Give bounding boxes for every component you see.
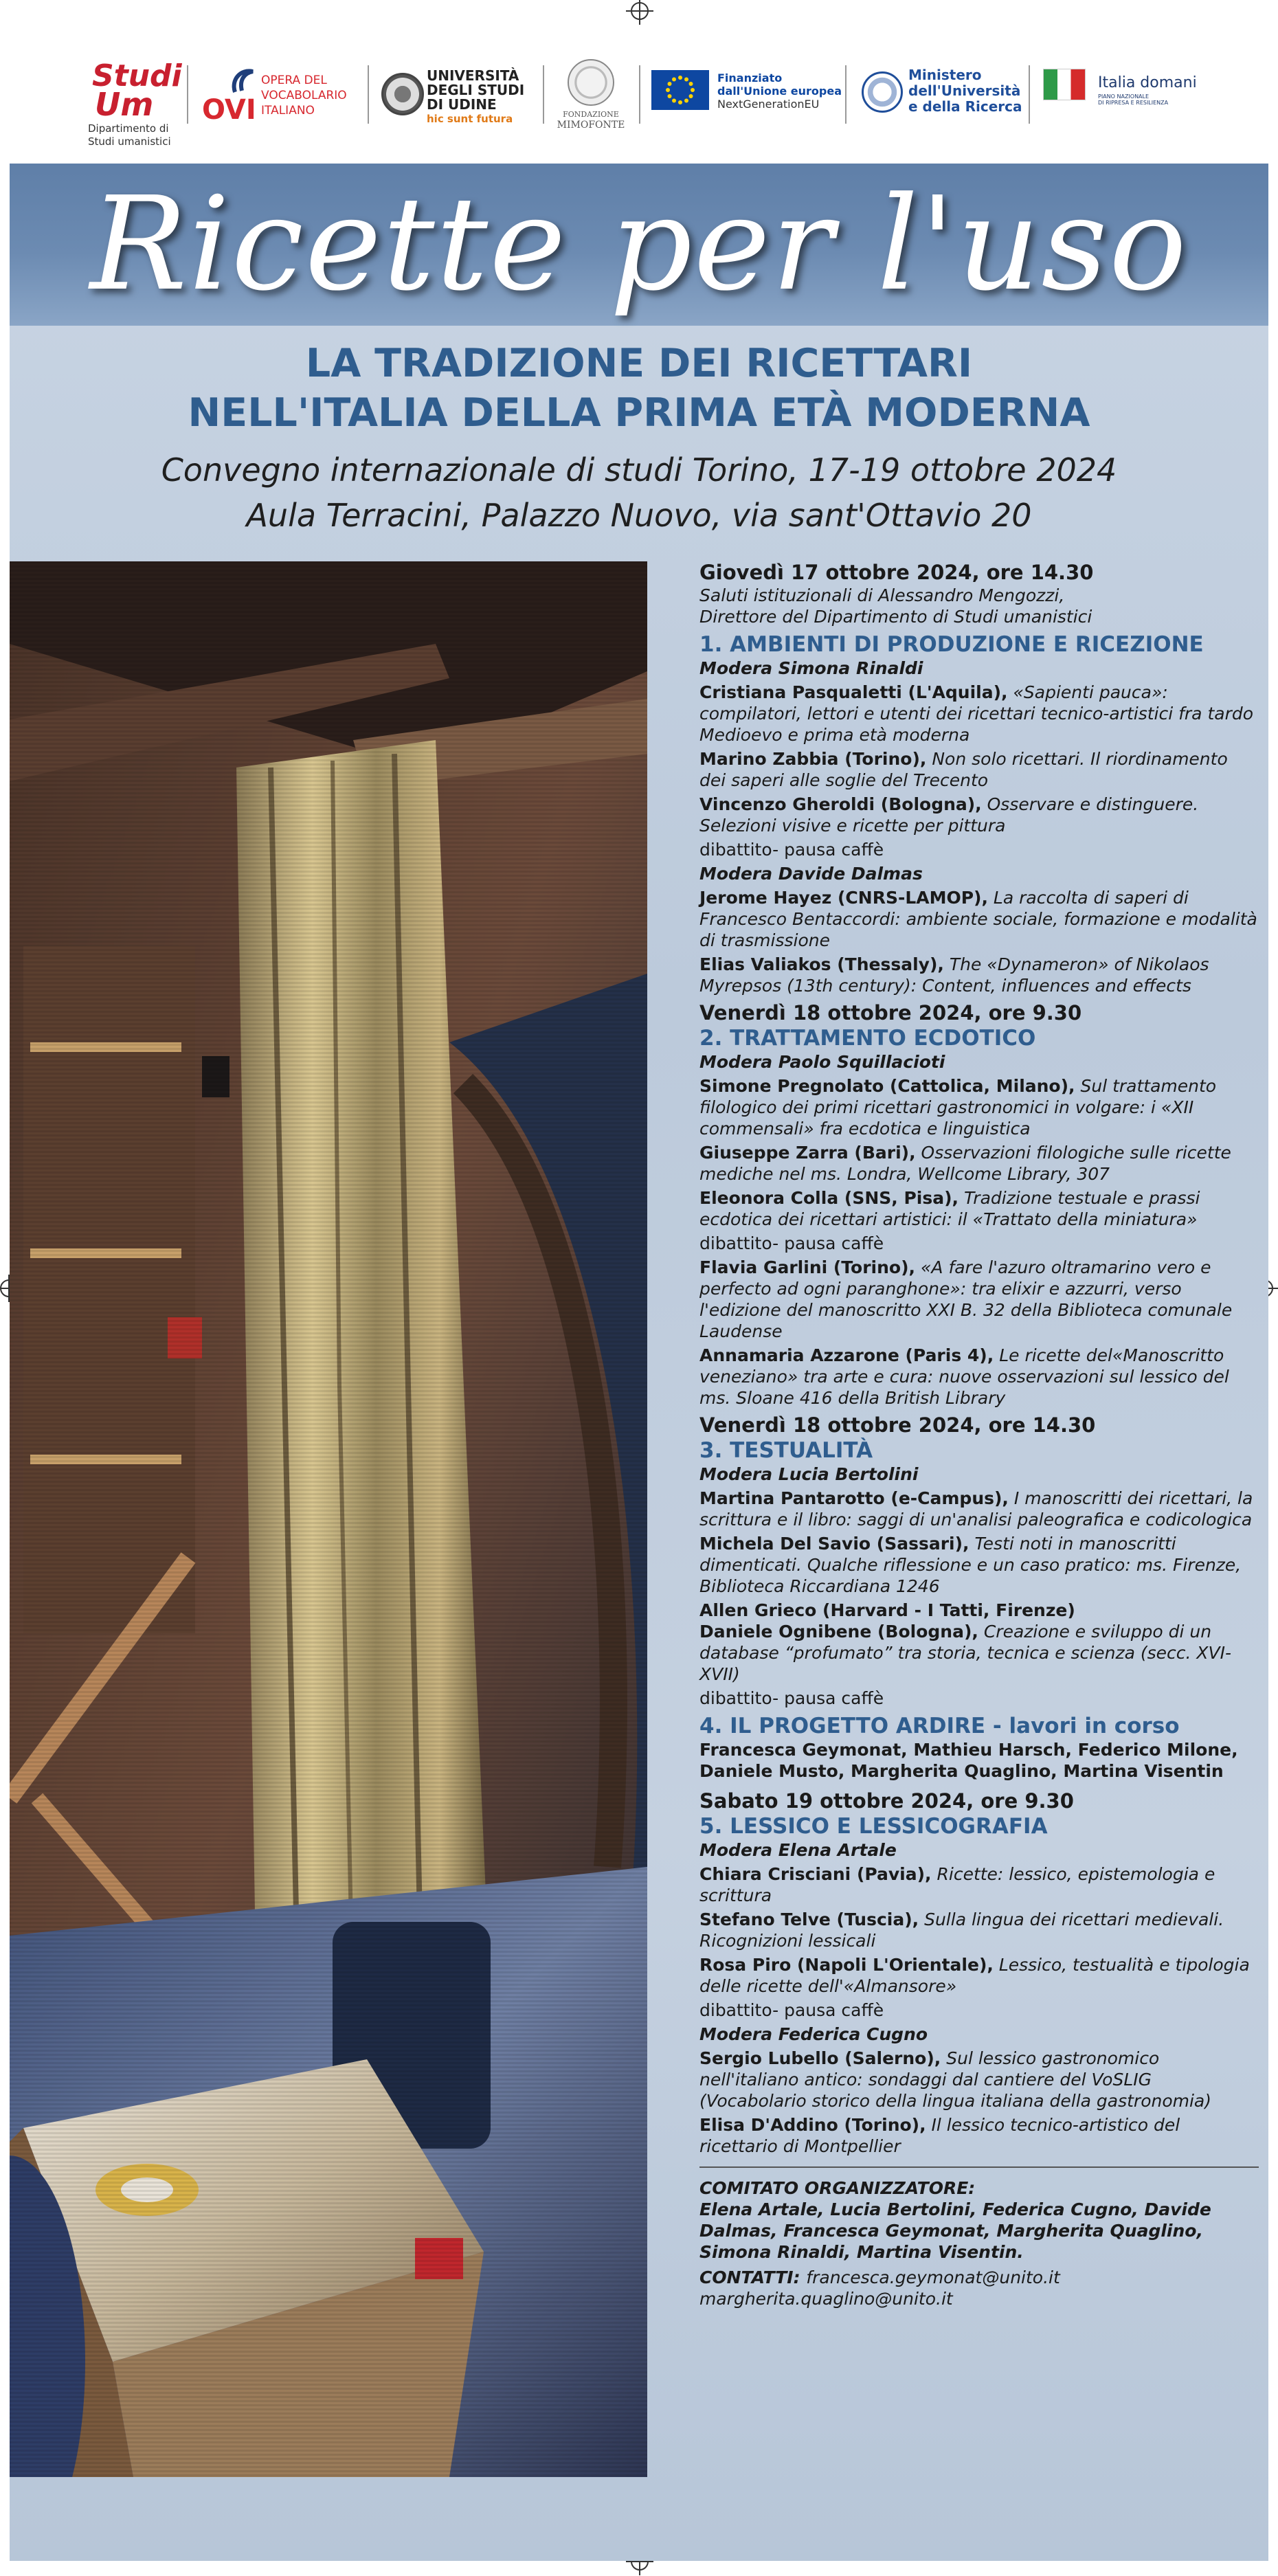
speaker: Daniele Ognibene (Bologna),	[699, 1622, 978, 1642]
separator	[639, 65, 640, 124]
ministero-emblem-icon	[862, 71, 903, 113]
speaker: Jerome Hayez (CNRS-LAMOP),	[699, 888, 988, 908]
workshop-painting	[10, 561, 647, 2477]
ovi-text-3: ITALIANO	[261, 104, 315, 117]
ministero-text-1: Ministero	[908, 67, 982, 83]
speaker: Eleonora Colla (SNS, Pisa),	[699, 1188, 959, 1208]
sponsor-logos	[0, 0, 1278, 161]
udine-text-2: DEGLI STUDI	[427, 82, 525, 98]
talk-entry	[699, 1142, 1259, 1185]
workshop-painting-image	[10, 561, 647, 2477]
udine-text-3: DI UDINE	[427, 96, 497, 113]
contact-email[interactable]: francesca.geymonat@unito.it	[806, 2267, 1060, 2287]
italia-flag-icon	[1043, 69, 1086, 100]
title-banner	[10, 164, 1268, 326]
udine-motto: hic sunt futura	[427, 113, 513, 125]
italia-domani-tag-2: DI RIPRESA E RESILIENZA	[1098, 100, 1169, 106]
talk-title: Il lessico tecnico-artistico del ricettario di Montpellier	[699, 2115, 1180, 2156]
talk-title: Non solo ricettari. Il riordinamento dei saperi alle soglie del Trecento	[699, 749, 1228, 790]
section-heading: 4. IL PROGETTO ARDIRE - lavori in corso	[699, 1714, 1180, 1738]
separator	[187, 65, 188, 124]
mimofonte-text-1: FONDAZIONE	[563, 110, 619, 119]
speaker: Marino Zabbia (Torino),	[699, 749, 927, 769]
break-note: dibattito- pausa caffè	[699, 1688, 884, 1708]
speaker: Michela Del Savio (Sassari),	[699, 1534, 969, 1554]
italia-domani-name: Italia domani	[1098, 74, 1197, 91]
talk-entry	[699, 1488, 1259, 1530]
separator	[368, 65, 369, 124]
greeting-line: Direttore del Dipartimento di Studi umanistici	[699, 607, 1092, 627]
section-heading: 2. TRATTAMENTO ECDOTICO	[699, 1026, 1036, 1051]
udine-logo	[381, 69, 536, 124]
talk-entry	[699, 954, 1259, 996]
talk-entry	[699, 794, 1259, 836]
day-heading: Venerdì 18 ottobre 2024, ore 9.30	[699, 1001, 1082, 1024]
udine-text-1: UNIVERSITÀ	[427, 67, 519, 84]
talk-title: Sulla lingua dei ricettari medievali. Ricognizioni lessicali	[699, 1909, 1224, 1951]
ovi-abbr: OVI	[202, 94, 256, 126]
studium-caption-1: Dipartimento di	[88, 122, 169, 135]
speaker: Vincenzo Gheroldi (Bologna),	[699, 794, 982, 814]
italia-domani-logo	[1043, 67, 1208, 115]
section-heading: 1. AMBIENTI DI PRODUZIONE E RICEZIONE	[699, 632, 1204, 657]
conference-info: Convegno internazionale di studi Torino, 17-19 ottobre 2024	[161, 451, 1117, 489]
ministero-logo	[862, 67, 1027, 122]
eu-flag-icon	[651, 70, 709, 110]
talk-entry	[699, 1621, 1259, 1685]
talk-entry	[699, 1187, 1259, 1230]
divider	[699, 2166, 1259, 2168]
speaker: Elisa D'Addino (Torino),	[699, 2115, 926, 2135]
talk-title: Lessico, testualità e tipologia delle ricette dell'«Almansore»	[699, 1955, 1250, 1996]
speaker: Cristiana Pasqualetti (L'Aquila),	[699, 682, 1008, 702]
studium-word-1: Studi	[92, 58, 182, 93]
speaker: Elias Valiakos (Thessaly),	[699, 954, 944, 974]
talk-title: Creazione e sviluppo di un database “profumato” tra storia, tecnica e scienza (secc. XVI-XVII)	[699, 1622, 1232, 1684]
talk-entry	[699, 1863, 1259, 1906]
moderator: Modera Paolo Squillacioti	[699, 1052, 945, 1072]
ovi-logo	[201, 67, 359, 129]
subtitle-line-2: NELL'ITALIA DELLA PRIMA ETÀ MODERNA	[188, 390, 1090, 436]
committee-label: COMITATO ORGANIZZATORE:	[699, 2178, 976, 2198]
break-note: dibattito- pausa caffè	[699, 2000, 884, 2020]
project-members: Francesca Geymonat, Mathieu Harsch, Federico Milone, Daniele Musto, Margherita Quaglino, Martina Visentin	[699, 1740, 1238, 1781]
contacts	[699, 2267, 1259, 2288]
contact-email[interactable]: margherita.quaglino@unito.it	[699, 2289, 953, 2309]
speaker: Stefano Telve (Tuscia),	[699, 1909, 919, 1929]
talk-entry	[699, 1954, 1259, 1997]
talk-entry	[699, 1533, 1259, 1597]
speaker: Martina Pantarotto (e-Campus),	[699, 1488, 1009, 1508]
day-heading: Giovedì 17 ottobre 2024, ore 14.30	[699, 561, 1094, 584]
break-note: dibattito- pausa caffè	[699, 1233, 884, 1253]
talk-title: «Sapienti pauca»: compilatori, lettori e utenti dei ricettari tecnico-artistici fra tardo Medioevo e prima età moderna	[699, 682, 1254, 745]
mimofonte-emblem-icon	[568, 59, 614, 106]
talk-entry	[699, 1075, 1259, 1139]
talk-entry	[699, 1345, 1259, 1409]
greeting-line: Saluti istituzionali di Alessandro Mengozzi,	[699, 585, 1065, 605]
talk-entry	[699, 1600, 1259, 1621]
ministero-text-2: dell'Università	[908, 82, 1021, 99]
mimofonte-logo	[550, 59, 632, 131]
talk-title: «A fare l'azuro oltramarino vero e perfecto ad ogni paranghone»: tra elixir e azzurri, verso l'edizione del manoscritto XXI B. 32 della Biblioteca comunale Laudense	[699, 1257, 1233, 1341]
speaker: Annamaria Azzarone (Paris 4),	[699, 1345, 994, 1365]
talk-title: La raccolta di saperi di Francesco Bentaccordi: ambiente sociale, formazione e modalità di trasmissione	[699, 888, 1257, 950]
ovi-swirl-icon	[228, 67, 262, 95]
speaker: Flavia Garlini (Torino),	[699, 1257, 916, 1277]
italia-domani-tag-1: PIANO NAZIONALE	[1098, 93, 1150, 100]
section-heading: 3. TESTUALITÀ	[699, 1438, 873, 1463]
ovi-text-2: VOCABOLARIO	[261, 89, 347, 102]
speaker: Simone Pregnolato (Cattolica, Milano),	[699, 1076, 1075, 1096]
eu-text-2: dall'Unione europea	[717, 85, 842, 98]
mimofonte-text-2: MIMOFONTE	[557, 120, 625, 131]
day-heading: Venerdì 18 ottobre 2024, ore 14.30	[699, 1413, 1096, 1437]
talk-entry	[699, 887, 1259, 951]
eu-text-1: Finanziato	[717, 71, 783, 85]
poster	[10, 164, 1268, 2561]
eu-text-3: NextGenerationEU	[717, 98, 820, 111]
moderator: Modera Davide Dalmas	[699, 864, 923, 884]
talk-title: Le ricette del«Manoscritto veneziano» tra arte e cura: nuove osservazioni sul lessico del ms. Sloane 416 della British Library	[699, 1345, 1229, 1408]
separator	[543, 65, 544, 124]
main-title: Ricette per l'uso	[89, 169, 1189, 320]
talk-title: Osservazioni filologiche sulle ricette mediche nel ms. Londra, Wellcome Library, 307	[699, 1143, 1231, 1184]
section-heading: 5. LESSICO E LESSICOGRAFIA	[699, 1814, 1048, 1839]
udine-seal-icon	[381, 73, 424, 115]
moderator: Modera Federica Cugno	[699, 2024, 928, 2044]
moderator: Modera Elena Artale	[699, 1840, 897, 1860]
studium-logo	[88, 58, 184, 148]
moderator: Modera Simona Rinaldi	[699, 658, 923, 678]
speaker: Allen Grieco (Harvard - I Tatti, Firenze)	[699, 1600, 1075, 1620]
talk-entry	[699, 748, 1259, 791]
venue-info: Aula Terracini, Palazzo Nuovo, via sant'Ottavio 20	[246, 497, 1032, 534]
moderator: Modera Lucia Bertolini	[699, 1464, 919, 1484]
program	[699, 560, 1259, 2309]
talk-title: The «Dynameron» of Nikolaos Myrepsos (13th century): Content, influences and effects	[699, 954, 1209, 996]
talk-title: Testi noti in manoscritti dimenticati. Qualche riflessione e un caso pratico: ms. Firenze, Biblioteca Riccardiana 1246	[699, 1534, 1242, 1596]
talk-entry	[699, 1257, 1259, 1342]
talk-title: Osservare e distinguere. Selezioni visive e ricette per pittura	[699, 794, 1199, 836]
committee-names: Elena Artale, Lucia Bertolini, Federica Cugno, Davide Dalmas, Francesca Geymonat, Margherita Quaglino, Simona Rinaldi, Martina Visentin.	[699, 2199, 1211, 2262]
break-note: dibattito- pausa caffè	[699, 840, 884, 860]
speaker: Giuseppe Zarra (Bari),	[699, 1143, 916, 1163]
speaker: Rosa Piro (Napoli L'Orientale),	[699, 1955, 994, 1975]
talk-title: Sul trattamento filologico dei primi ricettari gastronomici in volgare: i «XII commensali» fra ecdotica e linguistica	[699, 1076, 1217, 1139]
speaker: Sergio Lubello (Salerno),	[699, 2048, 941, 2068]
ovi-text-1: OPERA DEL	[261, 74, 327, 87]
talk-entry	[699, 682, 1259, 746]
subtitle-line-1: LA TRADIZIONE DEI RICETTARI	[305, 341, 973, 386]
talk-title: Sul lessico gastronomico nell'italiano antico: sondaggi dal cantiere del VoSLIG (Vocabolario storico della lingua italiana della gastronomia)	[699, 2048, 1212, 2111]
ministero-text-3: e della Ricerca	[908, 98, 1022, 115]
day-heading: Sabato 19 ottobre 2024, ore 9.30	[699, 1789, 1074, 1813]
talk-entry	[699, 2048, 1259, 2112]
studium-caption-2: Studi umanistici	[88, 135, 171, 148]
eu-logo	[651, 70, 851, 118]
separator	[1029, 65, 1030, 124]
talk-entry	[699, 2114, 1259, 2157]
talk-entry	[699, 1909, 1259, 1951]
studium-word-2: Um	[95, 86, 154, 123]
contacts-label: CONTATTI:	[699, 2267, 800, 2287]
talk-title: Tradizione testuale e prassi ecdotica dei ricettari artistici: il «Trattato della miniatura»	[699, 1188, 1200, 1229]
talk-title: I manoscritti dei ricettari, la scrittura e il libro: saggi di un'analisi paleografica e codicologica	[699, 1488, 1253, 1530]
talk-title: Ricette: lessico, epistemologia e scrittura	[699, 1864, 1215, 1905]
separator	[845, 65, 847, 124]
speaker: Chiara Crisciani (Pavia),	[699, 1864, 932, 1884]
